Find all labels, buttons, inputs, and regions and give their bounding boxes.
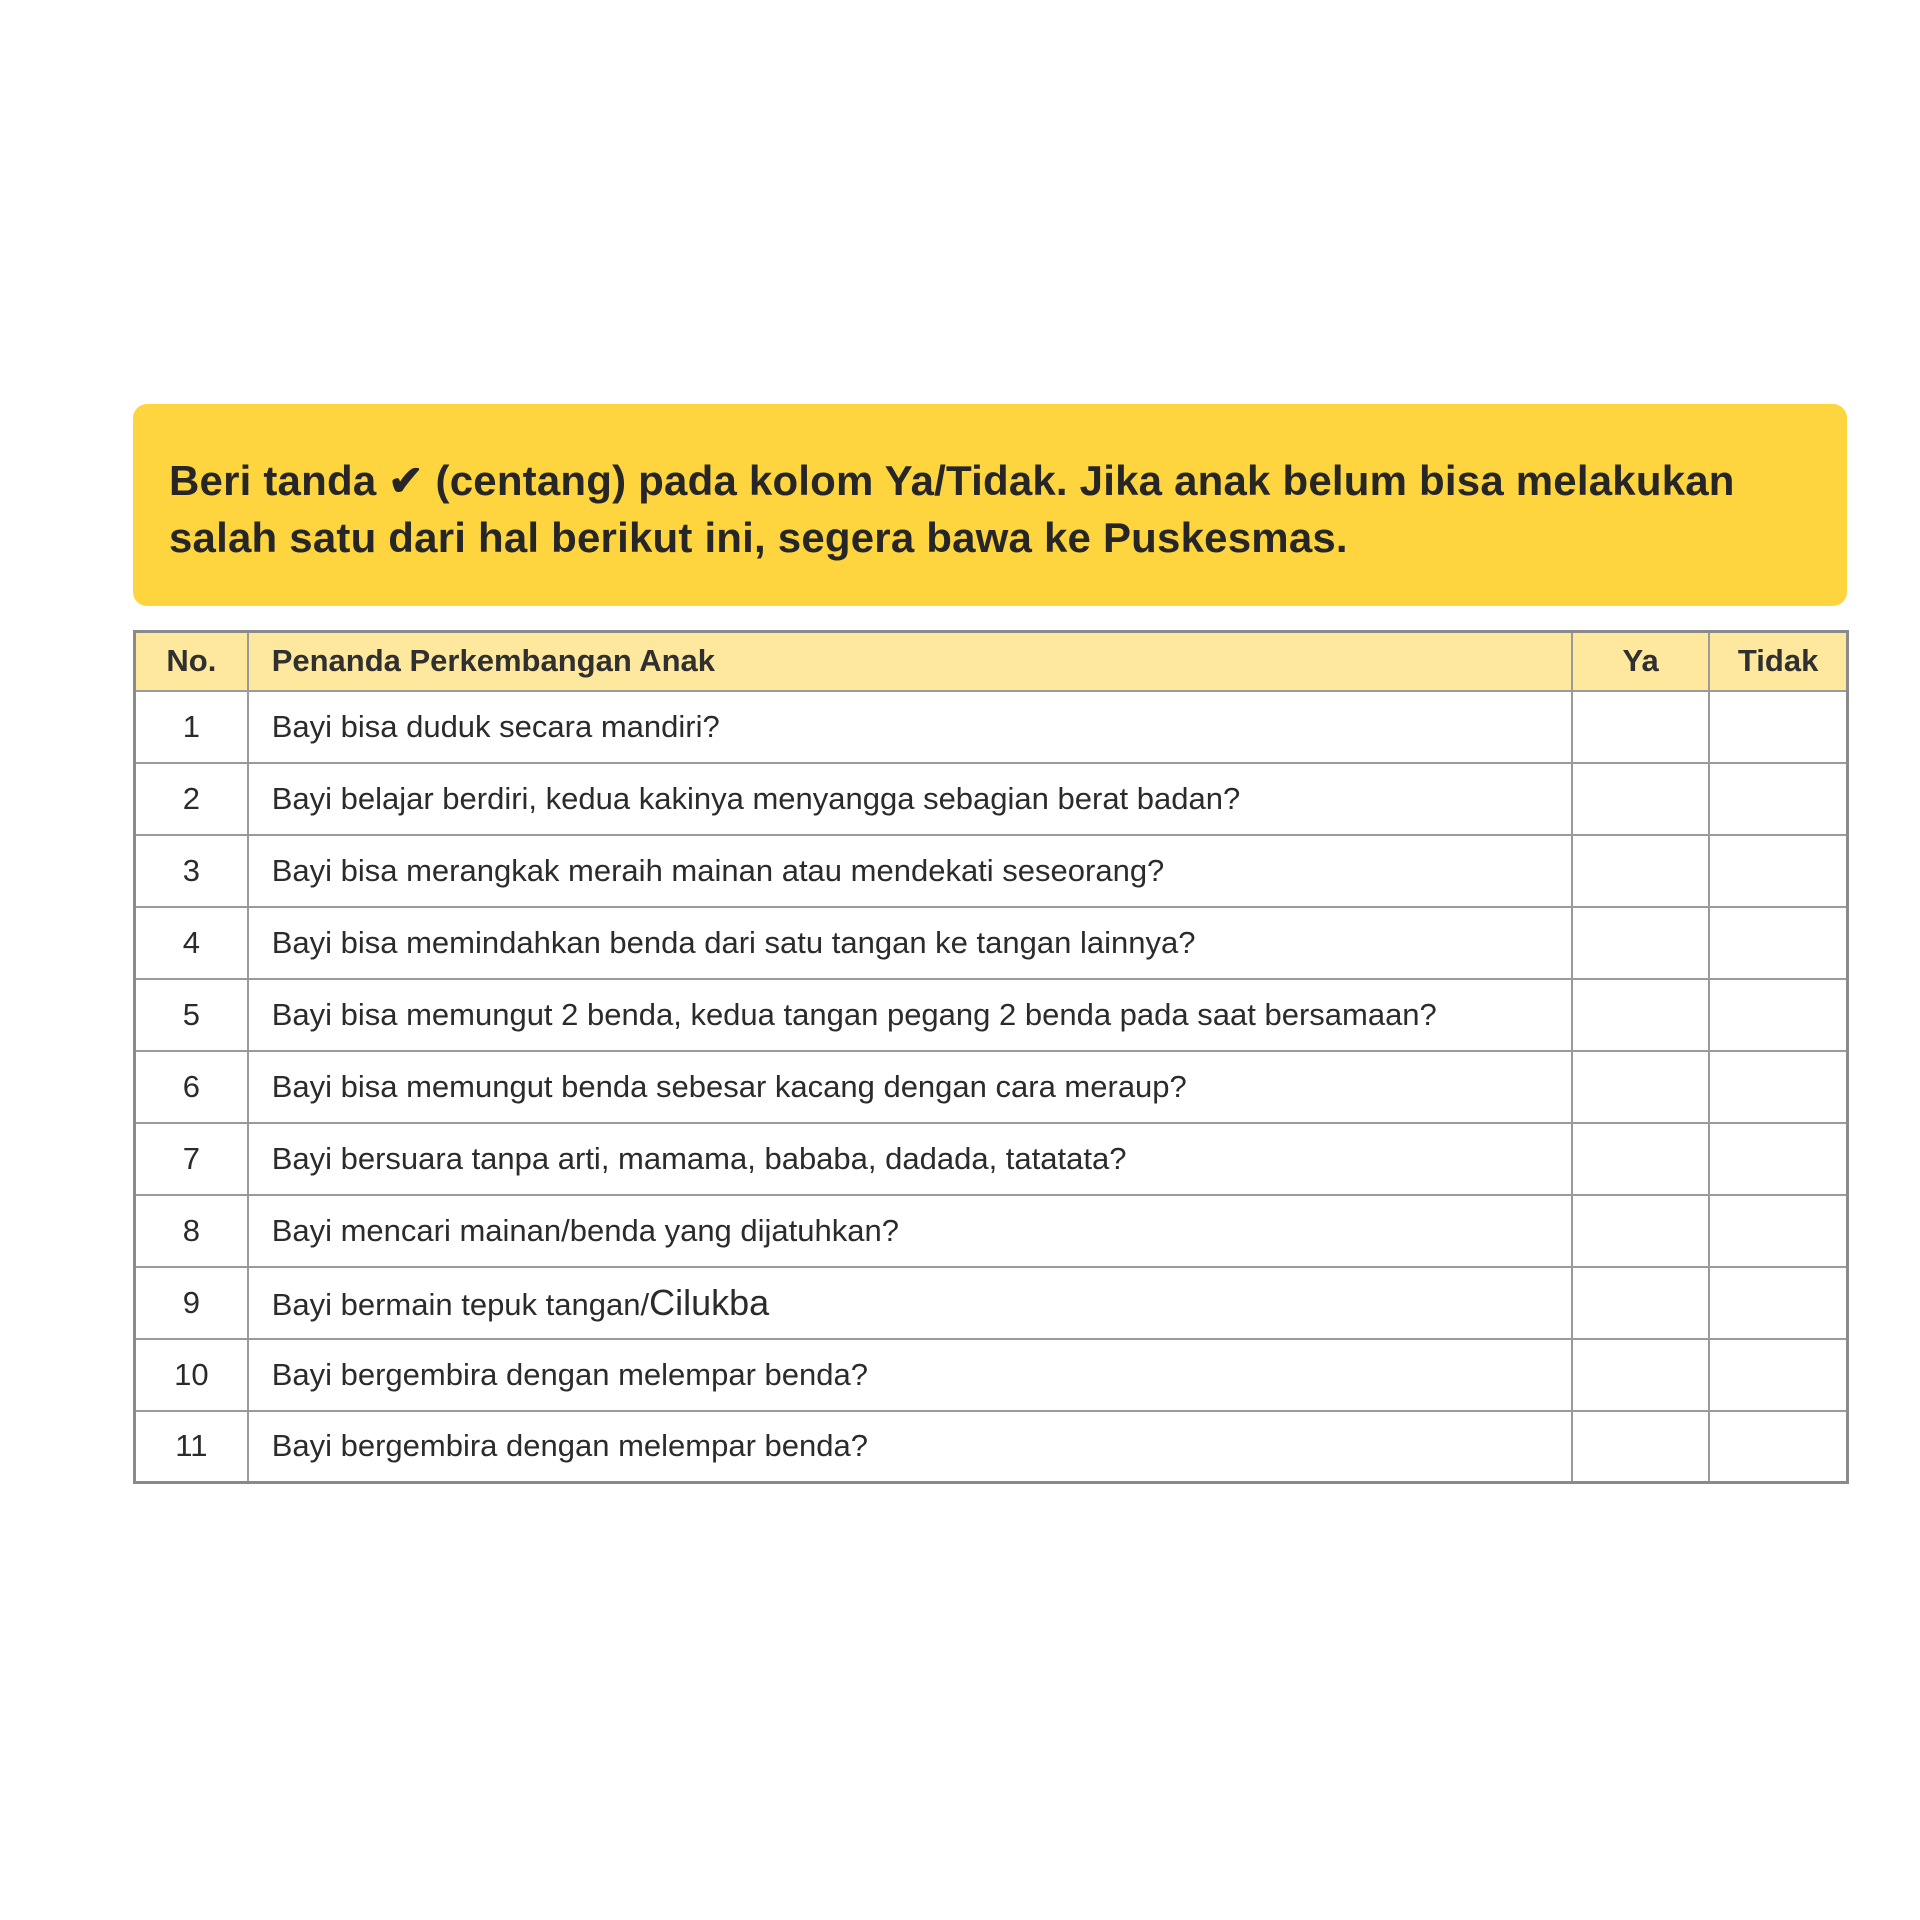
row-text: Bayi bisa memindahkan benda dari satu tangan ke tangan lainnya? [248, 907, 1572, 979]
tidak-checkbox-cell[interactable] [1709, 691, 1847, 763]
table-row [135, 1051, 1848, 1123]
table-row [135, 763, 1848, 835]
row-text [248, 1267, 1572, 1339]
tidak-checkbox-cell[interactable] [1709, 1339, 1847, 1411]
ya-checkbox-cell[interactable] [1572, 907, 1709, 979]
ya-checkbox-cell[interactable] [1572, 1339, 1709, 1411]
row-text: Bayi bisa memungut benda sebesar kacang dengan cara meraup? [248, 1051, 1572, 1123]
tidak-checkbox-cell[interactable] [1709, 1411, 1847, 1483]
tidak-checkbox-cell[interactable] [1709, 979, 1847, 1051]
instruction-banner [133, 404, 1847, 606]
instruction-line-2: salah satu dari hal berikut ini, segera bawa ke Puskesmas. [169, 514, 1348, 561]
tidak-checkbox-cell[interactable] [1709, 907, 1847, 979]
header-tidak: Tidak [1709, 632, 1847, 691]
row-number: 2 [135, 763, 248, 835]
table-header-row [135, 632, 1848, 691]
ya-checkbox-cell[interactable] [1572, 835, 1709, 907]
row-text: Bayi bisa memungut 2 benda, kedua tangan pegang 2 benda pada saat bersamaan? [248, 979, 1572, 1051]
row-text: Bayi bersuara tanpa arti, mamama, bababa, dadada, tatatata? [248, 1123, 1572, 1195]
row-text: Bayi bergembira dengan melempar benda? [248, 1339, 1572, 1411]
header-no: No. [135, 632, 248, 691]
row-number: 5 [135, 979, 248, 1051]
row-text: Bayi bisa duduk secara mandiri? [248, 691, 1572, 763]
tidak-checkbox-cell[interactable] [1709, 1267, 1847, 1339]
row-number: 10 [135, 1339, 248, 1411]
row-number: 7 [135, 1123, 248, 1195]
row-text: Bayi bisa merangkak meraih mainan atau mendekati seseorang? [248, 835, 1572, 907]
row-number: 1 [135, 691, 248, 763]
table-row [135, 691, 1848, 763]
row-text-main: Bayi bermain tepuk tangan/ [271, 1286, 650, 1322]
instruction-text [169, 452, 1811, 566]
ya-checkbox-cell[interactable] [1572, 691, 1709, 763]
tidak-checkbox-cell[interactable] [1709, 1195, 1847, 1267]
row-number: 4 [135, 907, 248, 979]
header-item: Penanda Perkembangan Anak [248, 632, 1572, 691]
table-row [135, 1339, 1848, 1411]
instruction-line-1: Beri tanda ✔ (centang) pada kolom Ya/Tidak. Jika anak belum bisa melakukan [169, 457, 1735, 504]
table-row [135, 979, 1848, 1051]
row-text: Bayi belajar berdiri, kedua kakinya menyangga sebagian berat badan? [248, 763, 1572, 835]
tidak-checkbox-cell[interactable] [1709, 1123, 1847, 1195]
ya-checkbox-cell[interactable] [1572, 1411, 1709, 1483]
table-row [135, 907, 1848, 979]
ya-checkbox-cell[interactable] [1572, 979, 1709, 1051]
ya-checkbox-cell[interactable] [1572, 1195, 1709, 1267]
header-ya: Ya [1572, 632, 1709, 691]
tidak-checkbox-cell[interactable] [1709, 763, 1847, 835]
ya-checkbox-cell[interactable] [1572, 1123, 1709, 1195]
row-number: 3 [135, 835, 248, 907]
row-number: 6 [135, 1051, 248, 1123]
row-text-emphasis: Cilukba [649, 1281, 770, 1323]
ya-checkbox-cell[interactable] [1572, 1267, 1709, 1339]
development-checklist-table [133, 630, 1849, 1484]
row-text: Bayi mencari mainan/benda yang dijatuhkan? [248, 1195, 1572, 1267]
table-row [135, 1123, 1848, 1195]
row-number: 11 [135, 1411, 248, 1483]
table-row [135, 1195, 1848, 1267]
ya-checkbox-cell[interactable] [1572, 763, 1709, 835]
tidak-checkbox-cell[interactable] [1709, 835, 1847, 907]
row-number: 8 [135, 1195, 248, 1267]
table-row [135, 1411, 1848, 1483]
table-row [135, 1267, 1848, 1339]
row-text: Bayi bergembira dengan melempar benda? [248, 1411, 1572, 1483]
table-row [135, 835, 1848, 907]
tidak-checkbox-cell[interactable] [1709, 1051, 1847, 1123]
ya-checkbox-cell[interactable] [1572, 1051, 1709, 1123]
row-number: 9 [135, 1267, 248, 1339]
